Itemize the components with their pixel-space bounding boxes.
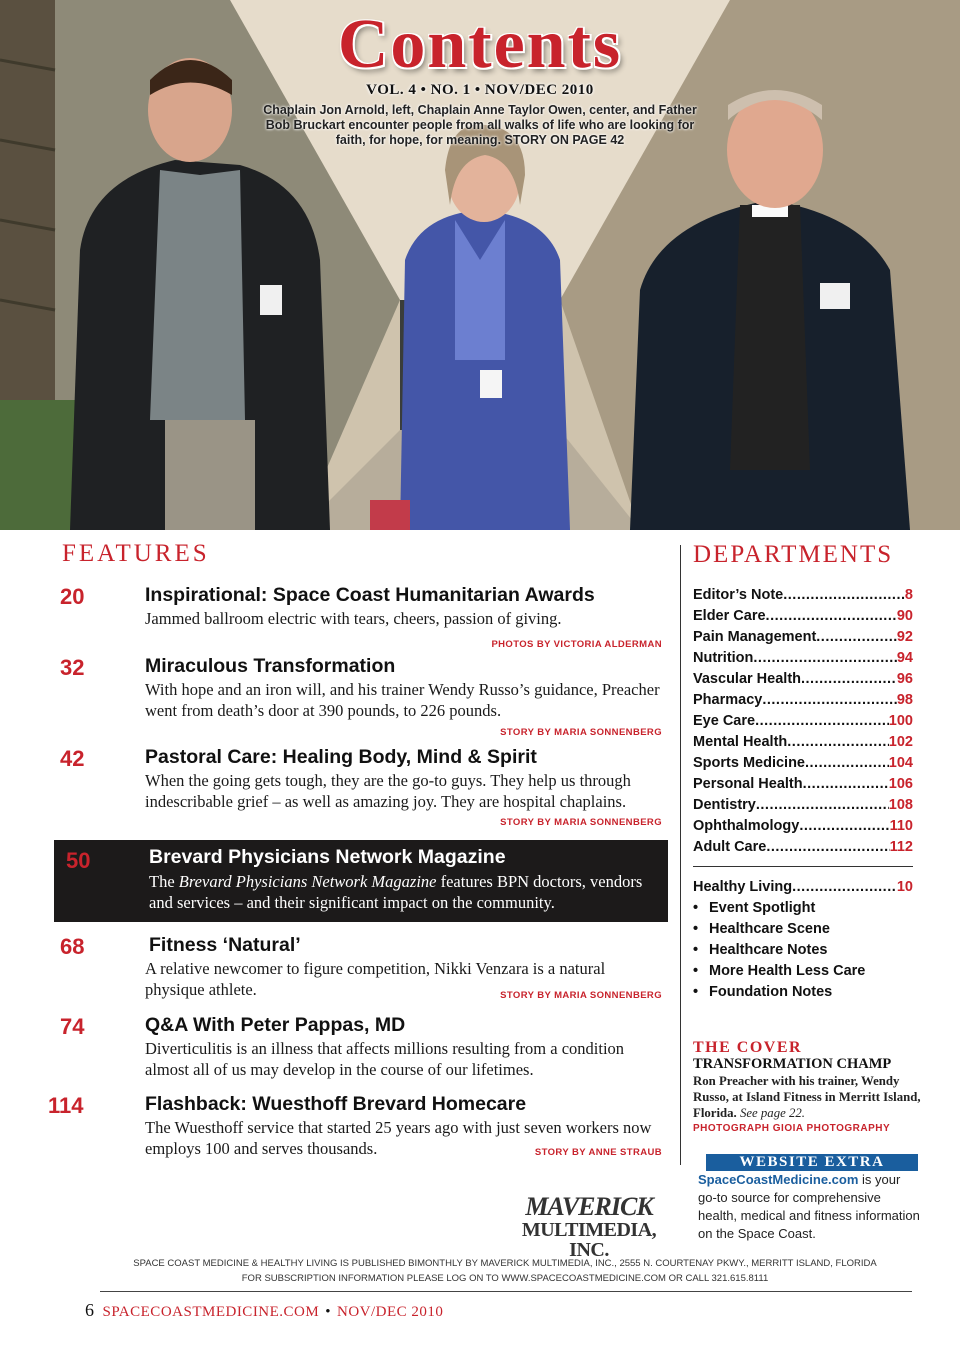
department-item[interactable]: Pain Management ..... 92 [693, 627, 913, 648]
issue-info: VOL. 4 • NO. 1 • NOV/DEC 2010 [366, 82, 594, 98]
feature-title: Inspirational: Space Coast Humanitarian Awards [145, 584, 595, 606]
website-extra-text: SpaceCoastMedicine.com is your go-to source for comprehensive health, medical and fitness information on the Space Coast. [698, 1172, 920, 1241]
feature-title: Brevard Physicians Network Magazine [149, 846, 506, 868]
cover-photo-credit: PHOTOGRAPH GIOIA PHOTOGRAPHY [693, 1123, 891, 1134]
contents-header [0, 6, 960, 148]
department-item[interactable]: Ophthalmology ..... 110 [693, 816, 913, 837]
feature-description: The Wuesthoff service that started 25 years ago with just seven workers now employs 100 and serves thousands. [145, 1118, 652, 1158]
department-item[interactable]: Nutrition ..... 94 [693, 648, 913, 669]
feature-credit: STORY BY MARIA SONNENBERG [500, 817, 662, 828]
page-title: Contents [337, 6, 623, 83]
department-item[interactable]: Mental Health ..... 102 [693, 732, 913, 753]
feature-page-number: 42 [60, 746, 85, 771]
feature-description: A relative newcomer to figure competition, Nikki Venzara is a natural physique athlete. [145, 959, 606, 999]
department-item[interactable]: Adult Care ..... 112 [693, 837, 913, 858]
feature-item[interactable] [0, 655, 670, 740]
photo-caption: Chaplain Jon Arnold, left, Chaplain Anne Taylor Owen, center, and Father Bob Bruckart encounter people from all walks of life who are looking for faith, for hope, for meaning. STORY ON PAGE 42 [263, 103, 697, 147]
maverick-multimedia-logo: MAVERICK MULTIMEDIA, INC. [521, 1192, 657, 1261]
feature-credit: STORY BY ANNE STRAUB [534, 1147, 662, 1158]
cover-description: Ron Preacher with his trainer, Wendy Russo, at Island Fitness in Merritt Island, Florida. See page 22. [693, 1074, 921, 1120]
department-item[interactable]: Editor’s Note ..... 8 [693, 585, 913, 606]
feature-page-number: 20 [60, 584, 85, 609]
page-number: 6 [85, 1300, 95, 1320]
cover-photo [0, 0, 960, 530]
feature-description: Jammed ballroom electric with tears, cheers, passion of giving. [145, 609, 562, 628]
healthy-living-item[interactable]: Healthy Living ..... 10 [693, 877, 913, 898]
department-item[interactable]: Vascular Health ..... 96 [693, 669, 913, 690]
feature-item[interactable] [0, 746, 670, 831]
footer-site: SPACECOASTMEDICINE.COM [102, 1304, 320, 1320]
feature-description: Diverticulitis is an illness that affects millions resulting from a condition almost all of us may develop in the course of our lifetimes. [145, 1039, 625, 1079]
feature-credit: PHOTOS BY VICTORIA ALDERMAN [491, 639, 662, 650]
department-item[interactable]: Sports Medicine ..... 104 [693, 753, 913, 774]
feature-item[interactable] [0, 584, 670, 654]
cover-see-page-link[interactable]: See page 22. [739, 1106, 805, 1120]
feature-title: Pastoral Care: Healing Body, Mind & Spirit [145, 746, 537, 768]
department-item[interactable]: Eye Care ..... 100 [693, 711, 913, 732]
feature-page-number: 50 [66, 848, 91, 873]
footer-issue: NOV/DEC 2010 [337, 1304, 444, 1320]
cover-subheading: TRANSFORMATION CHAMP [693, 1056, 892, 1072]
feature-credit: STORY BY MARIA SONNENBERG [500, 727, 662, 738]
list-item[interactable]: • More Health Less Care [693, 963, 866, 979]
publisher-info: SPACE COAST MEDICINE & HEALTHY LIVING IS PUBLISHED BIMONTHLY BY MAVERICK MULTIMEDIA, INC., 2555 N. COURTENAY PKWY., MERRITT ISLAND, FLORIDA FOR SUBSCRIPTION INFORMATION PLEASE LOG ON TO WWW.SPACECOASTMEDICINE.COM OR CALL 321.615.8111 [133, 1258, 877, 1284]
departments-list [693, 585, 913, 858]
feature-description: The Brevard Physicians Network Magazine features BPN doctors, vendors and services – and their significant impact on the community. [149, 872, 643, 912]
department-item[interactable]: Pharmacy ..... 98 [693, 690, 913, 711]
feature-page-number: 68 [60, 934, 85, 959]
cover-heading: THE COVER [693, 1039, 803, 1056]
feature-description: With hope and an iron will, and his trainer Wendy Russo’s guidance, Preacher went from death’s door at 390 pounds, to 226 pounds. [145, 680, 660, 720]
list-item[interactable]: • Healthcare Scene [693, 921, 830, 937]
features-heading: FEATURES [62, 540, 210, 567]
list-item[interactable]: • Healthcare Notes [693, 942, 828, 958]
feature-page-number: 32 [60, 655, 85, 680]
feature-item[interactable] [0, 1014, 670, 1084]
healthy-living-sublist [693, 898, 918, 1003]
feature-page-number: 114 [48, 1093, 84, 1118]
department-item[interactable]: Elder Care ..... 90 [693, 606, 913, 627]
website-link[interactable]: SpaceCoastMedicine.com [698, 1172, 859, 1187]
departments-divider [693, 866, 913, 867]
feature-page-number: 74 [60, 1014, 85, 1039]
footer-divider [100, 1291, 912, 1292]
feature-title: Miraculous Transformation [145, 655, 396, 677]
list-item[interactable]: • Event Spotlight [693, 900, 816, 916]
feature-credit: STORY BY MARIA SONNENBERG [500, 990, 662, 1001]
website-extra-heading: WEBSITE EXTRA [706, 1154, 918, 1171]
department-item[interactable]: Dentistry ..... 108 [693, 795, 913, 816]
departments-heading: DEPARTMENTS [693, 541, 894, 568]
page-footer: 6 SPACECOASTMEDICINE.COM • NOV/DEC 2010 [85, 1300, 444, 1320]
list-item[interactable]: • Foundation Notes [693, 984, 833, 1000]
feature-title: Fitness ‘Natural’ [149, 934, 301, 956]
feature-item[interactable] [0, 1093, 670, 1163]
feature-title: Flashback: Wuesthoff Brevard Homecare [145, 1093, 527, 1115]
department-item[interactable]: Personal Health ..... 106 [693, 774, 913, 795]
feature-description: When the going gets tough, they are the go-to guys. They help us through indescribable grief – as well as amazing joy. They are hospital chaplains. [145, 771, 631, 811]
feature-title: Q&A With Peter Pappas, MD [145, 1014, 406, 1036]
feature-item[interactable] [0, 934, 670, 1004]
bpn-feature-box[interactable] [54, 840, 668, 922]
